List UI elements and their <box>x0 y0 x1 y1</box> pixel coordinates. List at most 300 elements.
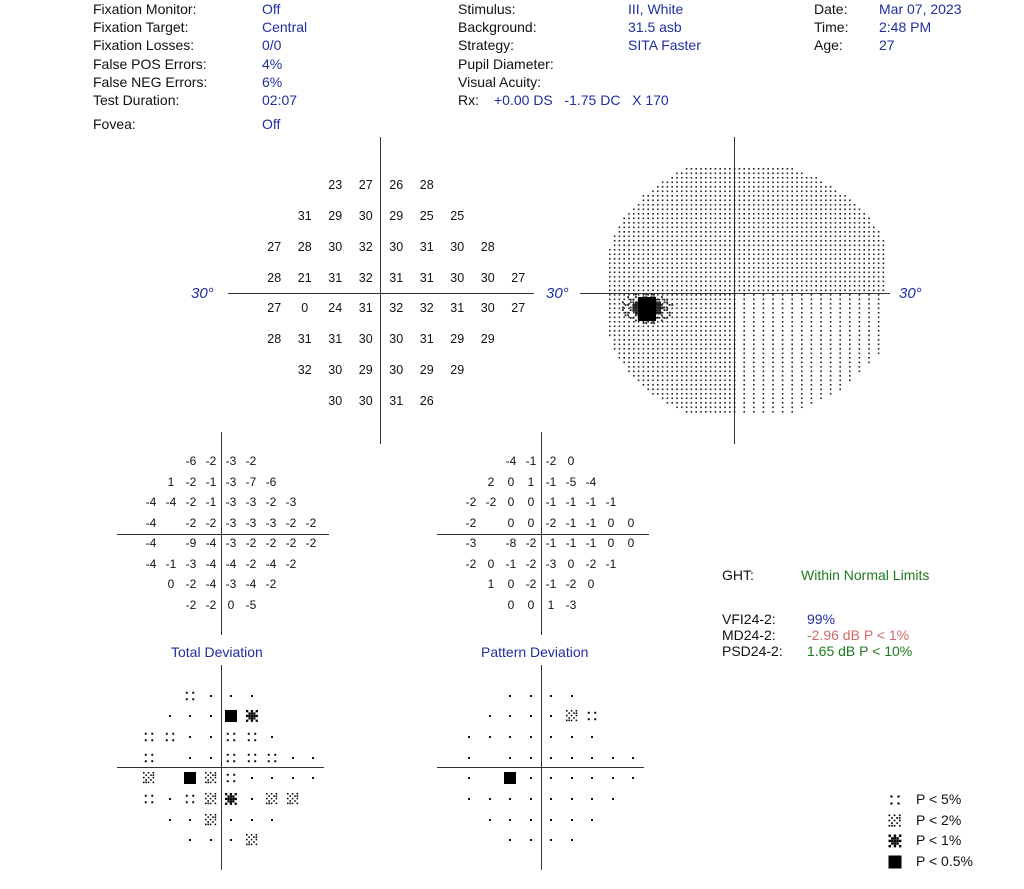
col1-value-1: Central <box>262 19 308 35</box>
threshold_rows-cell-1-6: 25 <box>450 209 465 223</box>
total_prob_rows-symbol-1-1 <box>164 709 176 721</box>
pattern_prob_rows-symbol-5-4 <box>545 792 557 804</box>
ght-label: GHT: <box>722 567 754 583</box>
total_prob_rows-symbol-0-5 <box>246 689 258 701</box>
col1-label-0: Fixation Monitor: <box>93 1 197 17</box>
pattern_dev_rows-cell-6-1: 1 <box>487 577 495 592</box>
pattern_prob_rows-symbol-3-8 <box>627 751 639 763</box>
col1-label-6: Fovea: <box>93 116 136 132</box>
threshold_rows-cell-4-6: 31 <box>450 301 465 316</box>
total_dev_rows-cell-4-3: -4 <box>205 536 217 551</box>
pattern_dev_rows-cell-4-5: -1 <box>565 536 577 551</box>
pattern_prob_rows-symbol-7-3 <box>525 833 537 845</box>
threshold_rows-cell-3-2: 31 <box>328 270 343 285</box>
pattern_dev_rows-cell-1-1: 2 <box>487 474 495 489</box>
total_dev_rows-cell-2-7: -3 <box>285 495 297 510</box>
pattern_dev_rows-cell-3-8: 0 <box>627 515 635 530</box>
pattern_prob_rows-symbol-3-3 <box>525 751 537 763</box>
pattern_prob_rows-symbol-4-4 <box>545 771 557 783</box>
pattern_dev_rows-cell-5-2: -1 <box>505 556 517 571</box>
pattern_prob_rows-symbol-2-4 <box>545 730 557 742</box>
col1-label-2: Fixation Losses: <box>93 37 195 53</box>
pattern_dev_rows-cell-0-4: -2 <box>545 454 557 469</box>
total_dev_rows-cell-6-5: -4 <box>245 577 257 592</box>
pattern_dev_rows-cell-2-5: -1 <box>565 495 577 510</box>
total_prob_rows-symbol-6-4 <box>225 813 237 825</box>
total_prob_rows-symbol-6-6 <box>266 813 278 825</box>
pattern_dev_rows-cell-3-5: -1 <box>565 515 577 530</box>
pattern_dev_rows-cell-0-3: -1 <box>525 454 537 469</box>
total_dev_rows-cell-6-1: 0 <box>167 577 175 592</box>
pattern-dev-h-axis <box>437 534 649 535</box>
pattern_dev_rows-cell-5-3: -2 <box>525 556 537 571</box>
threshold_rows-cell-6-1: 32 <box>297 363 312 377</box>
threshold_rows-cell-1-4: 29 <box>389 209 404 223</box>
total_prob_rows-symbol-5-4 <box>225 792 237 804</box>
total_dev_rows-cell-0-2: -6 <box>185 454 197 469</box>
total_dev_rows-cell-3-7: -2 <box>285 515 297 530</box>
pattern_prob_rows-symbol-0-5 <box>566 689 578 701</box>
total_dev_rows-cell-4-8: -2 <box>305 536 317 551</box>
threshold_rows-cell-5-2: 31 <box>328 332 343 347</box>
pattern_prob_rows-symbol-4-2 <box>504 771 516 783</box>
pattern_dev_rows-cell-6-4: -1 <box>545 577 557 592</box>
total_prob_rows-symbol-1-5 <box>246 709 258 721</box>
pattern_prob_rows-symbol-2-1 <box>484 730 496 742</box>
col1-label-5: Test Duration: <box>93 92 180 108</box>
threshold_rows-cell-5-3: 30 <box>358 332 373 347</box>
pattern_prob_rows-symbol-4-6 <box>586 771 598 783</box>
total_prob_rows-symbol-0-4 <box>225 689 237 701</box>
total_dev_rows-cell-1-5: -7 <box>245 474 257 489</box>
pattern_dev_rows-cell-2-1: -2 <box>485 495 497 510</box>
pattern_dev_rows-cell-3-2: 0 <box>507 515 515 530</box>
threshold_rows-cell-3-0: 28 <box>267 270 282 285</box>
pattern_prob_rows-symbol-1-4 <box>545 709 557 721</box>
pattern_prob_rows-symbol-5-5 <box>566 792 578 804</box>
col1-value-6: Off <box>262 116 281 132</box>
rx-label: Rx: <box>458 92 479 108</box>
index-value-2: 1.65 dB P < 10% <box>807 643 913 659</box>
legend-text-2: P < 1% <box>916 832 962 848</box>
col1-value-3: 4% <box>262 56 283 72</box>
total_prob_rows-symbol-4-2 <box>184 771 196 783</box>
total_prob_rows-symbol-3-6 <box>266 751 278 763</box>
threshold_rows-cell-0-2: 23 <box>328 178 343 193</box>
legend-text-3: P < 0.5% <box>916 852 973 869</box>
pattern_prob_rows-symbol-5-6 <box>586 792 598 804</box>
pattern_prob_rows-symbol-3-6 <box>586 751 598 763</box>
pattern_dev_rows-cell-4-6: -1 <box>585 536 597 551</box>
total_dev_rows-cell-5-6: -4 <box>265 556 277 571</box>
total_dev_rows-cell-2-6: -2 <box>265 495 277 510</box>
total_dev_rows-cell-1-3: -1 <box>205 474 217 489</box>
legend-symbol-p1 <box>889 835 902 848</box>
total_prob_rows-symbol-1-4 <box>225 709 237 721</box>
threshold_rows-cell-4-8: 27 <box>511 301 526 316</box>
pattern_prob_rows-symbol-3-7 <box>607 751 619 763</box>
total_prob_rows-symbol-5-1 <box>164 792 176 804</box>
pattern-deviation-title: Pattern Deviation <box>481 644 589 660</box>
total_dev_rows-cell-6-4: -3 <box>225 577 237 592</box>
total_prob_rows-symbol-4-8 <box>307 771 319 783</box>
pattern_prob_rows-symbol-4-3 <box>525 771 537 783</box>
total_prob_rows-symbol-2-4 <box>225 730 237 742</box>
pattern_dev_rows-cell-1-2: 0 <box>507 474 515 489</box>
pattern_dev_rows-cell-3-4: -2 <box>545 515 557 530</box>
threshold_rows-cell-2-0: 27 <box>267 239 282 254</box>
total_dev_rows-cell-5-4: -4 <box>225 556 237 571</box>
pattern_dev_rows-cell-6-3: -2 <box>525 577 537 592</box>
total_dev_rows-cell-4-6: -2 <box>265 536 277 551</box>
index-label-0: VFI24-2: <box>722 611 776 627</box>
threshold_rows-cell-4-2: 24 <box>328 301 343 316</box>
total_prob_rows-symbol-7-3 <box>205 833 217 845</box>
pattern_prob_rows-symbol-6-3 <box>525 813 537 825</box>
total_dev_rows-cell-5-7: -2 <box>285 556 297 571</box>
pattern_dev_rows-cell-6-6: 0 <box>587 577 595 592</box>
col1-label-3: False POS Errors: <box>93 56 207 72</box>
threshold_rows-cell-7-4: 31 <box>389 393 404 408</box>
total_prob_rows-symbol-3-7 <box>287 751 299 763</box>
threshold_rows-cell-5-6: 29 <box>450 332 465 347</box>
total_dev_rows-cell-7-5: -5 <box>245 597 257 612</box>
total_dev_rows-cell-3-2: -2 <box>185 515 197 530</box>
col2-label-2: Strategy: <box>458 37 515 53</box>
pattern_dev_rows-cell-2-3: 0 <box>527 495 535 510</box>
threshold_rows-cell-7-5: 26 <box>419 393 434 408</box>
threshold_rows-cell-5-0: 28 <box>267 332 282 347</box>
threshold_rows-cell-6-4: 30 <box>389 363 404 377</box>
pattern_prob_rows-symbol-2-5 <box>566 730 578 742</box>
total_dev_rows-cell-5-0: -4 <box>145 556 157 571</box>
col3-value-1: 2:48 PM <box>879 19 932 35</box>
total_dev_rows-cell-1-4: -3 <box>225 474 237 489</box>
col1-value-5: 02:07 <box>262 92 298 108</box>
threshold_rows-cell-3-1: 21 <box>297 270 312 285</box>
total_prob_rows-symbol-4-6 <box>266 771 278 783</box>
pattern_prob_rows-symbol-7-2 <box>504 833 516 845</box>
threshold_rows-cell-1-2: 29 <box>328 209 343 223</box>
total_dev_rows-cell-6-6: -2 <box>265 577 277 592</box>
threshold_rows-cell-4-4: 32 <box>389 301 404 316</box>
threshold_rows-cell-7-3: 30 <box>358 393 373 408</box>
pattern_prob_rows-symbol-0-2 <box>504 689 516 701</box>
threshold_rows-cell-1-1: 31 <box>297 209 312 223</box>
total_dev_rows-cell-4-5: -2 <box>245 536 257 551</box>
pattern_prob_rows-symbol-3-0 <box>463 751 475 763</box>
threshold_rows-cell-6-2: 30 <box>328 363 343 377</box>
total_prob_rows-symbol-2-5 <box>246 730 258 742</box>
pattern_dev_rows-cell-3-6: -1 <box>585 515 597 530</box>
total_dev_rows-cell-0-3: -2 <box>205 454 217 469</box>
index-value-0: 99% <box>807 611 836 627</box>
pattern_dev_rows-cell-1-6: -4 <box>585 474 597 489</box>
total_dev_rows-cell-2-1: -4 <box>165 495 177 510</box>
col2-label-3: Pupil Diameter: <box>458 56 554 72</box>
total_dev_rows-cell-7-2: -2 <box>185 597 197 612</box>
pattern_prob_rows-symbol-2-6 <box>586 730 598 742</box>
total_prob_rows-symbol-0-2 <box>184 689 196 701</box>
total_prob_rows-symbol-3-0 <box>143 751 155 763</box>
index-value-1: -2.96 dB P < 1% <box>807 627 910 643</box>
grayscale-degree-right: 30° <box>899 285 922 302</box>
total_dev_rows-cell-2-2: -2 <box>185 495 197 510</box>
total_prob_rows-symbol-7-4 <box>225 833 237 845</box>
pattern_dev_rows-cell-7-2: 0 <box>507 597 515 612</box>
total_prob_rows-symbol-3-2 <box>184 751 196 763</box>
pattern_prob_rows-symbol-1-6 <box>586 709 598 721</box>
threshold_rows-cell-2-7: 28 <box>480 239 495 254</box>
threshold_rows-cell-4-5: 32 <box>419 301 434 316</box>
threshold_rows-cell-2-1: 28 <box>297 239 312 254</box>
pattern_prob_rows-symbol-0-4 <box>545 689 557 701</box>
pattern_dev_rows-cell-6-2: 0 <box>507 577 515 592</box>
total_dev_rows-cell-4-2: -9 <box>185 536 197 551</box>
pattern_dev_rows-cell-0-5: 0 <box>567 454 575 469</box>
pattern_dev_rows-cell-4-8: 0 <box>627 536 635 551</box>
col3-label-1: Time: <box>814 19 849 35</box>
pattern_dev_rows-cell-1-3: 1 <box>527 474 535 489</box>
total_dev_rows-cell-4-4: -3 <box>225 536 237 551</box>
total_prob_rows-symbol-2-3 <box>205 730 217 742</box>
index-label-2: PSD24-2: <box>722 643 783 659</box>
total_dev_rows-cell-7-3: -2 <box>205 597 217 612</box>
total_prob_rows-symbol-5-3 <box>205 792 217 804</box>
total_prob_rows-symbol-3-4 <box>225 751 237 763</box>
pattern_dev_rows-cell-7-5: -3 <box>565 597 577 612</box>
threshold_rows-cell-2-6: 30 <box>450 239 465 254</box>
pattern_dev_rows-cell-0-2: -4 <box>505 454 517 469</box>
pattern_dev_rows-cell-4-3: -2 <box>525 536 537 551</box>
total_prob_rows-symbol-2-1 <box>164 730 176 742</box>
threshold_rows-cell-0-5: 28 <box>419 178 434 193</box>
threshold_rows-cell-2-3: 32 <box>358 239 373 254</box>
threshold_rows-cell-4-7: 30 <box>480 301 495 316</box>
total_dev_rows-cell-2-4: -3 <box>225 495 237 510</box>
threshold_rows-cell-5-4: 30 <box>389 332 404 347</box>
threshold_rows-cell-0-3: 27 <box>358 178 373 193</box>
col3-value-0: Mar 07, 2023 <box>879 1 962 17</box>
col3-label-2: Age: <box>814 37 843 53</box>
total_dev_rows-cell-4-7: -2 <box>285 536 297 551</box>
col1-label-4: False NEG Errors: <box>93 74 208 90</box>
legend-symbol-p2 <box>889 814 902 827</box>
pattern_dev_rows-cell-2-7: -1 <box>605 495 617 510</box>
threshold_rows-cell-2-5: 31 <box>419 239 434 254</box>
pattern_dev_rows-cell-4-2: -8 <box>505 536 517 551</box>
pattern_dev_rows-cell-6-5: -2 <box>565 577 577 592</box>
total_dev_rows-cell-6-3: -4 <box>205 577 217 592</box>
threshold_rows-cell-3-6: 30 <box>450 270 465 285</box>
total_dev_rows-cell-3-5: -3 <box>245 515 257 530</box>
threshold_rows-cell-6-5: 29 <box>419 363 434 377</box>
total_dev_rows-cell-3-8: -2 <box>305 515 317 530</box>
pattern_prob_rows-symbol-1-5 <box>566 709 578 721</box>
ght-value: Within Normal Limits <box>801 567 930 583</box>
total_prob_rows-symbol-1-2 <box>184 709 196 721</box>
total_dev_rows-cell-5-2: -3 <box>185 556 197 571</box>
threshold_rows-cell-1-3: 30 <box>358 209 373 223</box>
col1-label-1: Fixation Target: <box>93 19 189 35</box>
threshold_rows-cell-3-5: 31 <box>419 270 434 285</box>
total_dev_rows-cell-3-3: -2 <box>205 515 217 530</box>
total_dev_rows-cell-2-3: -1 <box>205 495 217 510</box>
threshold_rows-cell-6-6: 29 <box>450 363 465 377</box>
threshold-degree-left: 30° <box>191 285 214 302</box>
legend-symbol-p05 <box>889 855 902 868</box>
total_dev_rows-cell-3-6: -3 <box>265 515 277 530</box>
pattern_dev_rows-cell-2-4: -1 <box>545 495 557 510</box>
pattern_dev_rows-cell-5-1: 0 <box>487 556 495 571</box>
total_dev_rows-cell-3-0: -4 <box>145 515 157 530</box>
pattern_prob_rows-symbol-5-2 <box>504 792 516 804</box>
total_prob_rows-symbol-5-6 <box>266 792 278 804</box>
total_prob_rows-symbol-6-2 <box>184 813 196 825</box>
pattern_dev_rows-cell-7-3: 0 <box>527 597 535 612</box>
total-prob-h-axis <box>117 767 324 768</box>
col2-value-1: 31.5 asb <box>628 19 682 35</box>
pattern_prob_rows-symbol-5-3 <box>525 792 537 804</box>
pattern_dev_rows-cell-4-4: -1 <box>545 536 557 551</box>
pattern_dev_rows-cell-1-5: -5 <box>565 474 577 489</box>
total_prob_rows-symbol-7-2 <box>184 833 196 845</box>
pattern_prob_rows-symbol-1-3 <box>525 709 537 721</box>
col3-label-0: Date: <box>814 1 848 17</box>
pattern_prob_rows-symbol-4-8 <box>627 771 639 783</box>
total_prob_rows-symbol-4-3 <box>205 771 217 783</box>
pattern_prob_rows-symbol-6-1 <box>484 813 496 825</box>
threshold_rows-cell-3-7: 30 <box>480 270 495 285</box>
pattern_prob_rows-symbol-2-0 <box>463 730 475 742</box>
pattern_prob_rows-symbol-6-2 <box>504 813 516 825</box>
total_prob_rows-symbol-5-7 <box>287 792 299 804</box>
pattern_dev_rows-cell-3-7: 0 <box>607 515 615 530</box>
threshold_rows-cell-5-5: 31 <box>419 332 434 347</box>
pattern_prob_rows-symbol-6-6 <box>586 813 598 825</box>
total_prob_rows-symbol-3-8 <box>307 751 319 763</box>
total_prob_rows-symbol-5-0 <box>143 792 155 804</box>
pattern_prob_rows-symbol-5-1 <box>484 792 496 804</box>
threshold_rows-cell-7-2: 30 <box>328 393 343 408</box>
pattern_dev_rows-cell-2-0: -2 <box>465 495 477 510</box>
pattern_prob_rows-symbol-3-2 <box>504 751 516 763</box>
threshold_rows-cell-3-3: 32 <box>358 270 373 285</box>
pattern_dev_rows-cell-5-7: -1 <box>605 556 617 571</box>
total_prob_rows-symbol-3-3 <box>205 751 217 763</box>
pattern_prob_rows-symbol-0-3 <box>525 689 537 701</box>
index-label-1: MD24-2: <box>722 627 776 643</box>
total_prob_rows-symbol-4-5 <box>246 771 258 783</box>
pattern_prob_rows-symbol-3-5 <box>566 751 578 763</box>
total_prob_rows-symbol-5-5 <box>246 792 258 804</box>
pattern_prob_rows-symbol-4-5 <box>566 771 578 783</box>
threshold_rows-cell-4-3: 31 <box>358 301 373 316</box>
pattern_prob_rows-symbol-7-5 <box>566 833 578 845</box>
total_prob_rows-symbol-4-0 <box>143 771 155 783</box>
total_dev_rows-cell-2-5: -3 <box>245 495 257 510</box>
col1-value-2: 0/0 <box>262 37 282 53</box>
pattern_prob_rows-symbol-5-7 <box>607 792 619 804</box>
total_prob_rows-symbol-2-0 <box>143 730 155 742</box>
threshold_rows-cell-2-4: 30 <box>389 239 404 254</box>
pattern_dev_rows-cell-1-4: -1 <box>545 474 557 489</box>
rx-value: +0.00 DS -1.75 DC X 170 <box>494 92 669 108</box>
pattern_prob_rows-symbol-3-4 <box>545 751 557 763</box>
threshold_rows-cell-5-1: 31 <box>297 332 312 347</box>
col1-value-0: Off <box>262 1 281 17</box>
total_dev_rows-cell-1-6: -6 <box>265 474 277 489</box>
threshold-degree-right: 30° <box>546 285 569 302</box>
pattern_dev_rows-cell-5-0: -2 <box>465 556 477 571</box>
total_dev_rows-cell-5-1: -1 <box>165 556 177 571</box>
total_prob_rows-symbol-0-3 <box>205 689 217 701</box>
pattern_prob_rows-symbol-4-7 <box>607 771 619 783</box>
pattern_dev_rows-cell-5-6: -2 <box>585 556 597 571</box>
total_prob_rows-symbol-5-2 <box>184 792 196 804</box>
total-dev-h-axis <box>117 534 329 535</box>
threshold_rows-cell-2-2: 30 <box>328 239 343 254</box>
pattern_prob_rows-symbol-4-0 <box>463 771 475 783</box>
total_prob_rows-symbol-4-7 <box>287 771 299 783</box>
pattern_prob_rows-symbol-1-2 <box>504 709 516 721</box>
col2-value-0: III, White <box>628 1 684 17</box>
legend-text-0: P < 5% <box>916 791 962 807</box>
col2-label-0: Stimulus: <box>458 1 516 17</box>
pattern_prob_rows-symbol-1-1 <box>484 709 496 721</box>
pattern-prob-h-axis <box>437 767 644 768</box>
pattern_prob_rows-symbol-6-4 <box>545 813 557 825</box>
pattern_dev_rows-cell-2-6: -1 <box>585 495 597 510</box>
threshold_rows-cell-3-4: 31 <box>389 270 404 285</box>
threshold_rows-cell-4-0: 27 <box>267 301 282 316</box>
pattern_dev_rows-cell-5-4: -3 <box>545 556 557 571</box>
col2-label-1: Background: <box>458 19 537 35</box>
threshold_rows-cell-5-7: 29 <box>480 332 495 347</box>
total_prob_rows-symbol-3-5 <box>246 751 258 763</box>
total_dev_rows-cell-0-5: -2 <box>245 454 257 469</box>
pattern_prob_rows-symbol-6-5 <box>566 813 578 825</box>
total_prob_rows-symbol-2-6 <box>266 730 278 742</box>
legend-text-1: P < 2% <box>916 811 962 828</box>
threshold_rows-cell-1-5: 25 <box>419 209 434 223</box>
total_dev_rows-cell-3-4: -3 <box>225 515 237 530</box>
threshold_rows-cell-4-1: 0 <box>301 301 309 316</box>
total_dev_rows-cell-0-4: -3 <box>225 454 237 469</box>
total_prob_rows-symbol-6-3 <box>205 813 217 825</box>
pattern_dev_rows-cell-4-0: -3 <box>465 536 477 551</box>
pattern_prob_rows-symbol-2-3 <box>525 730 537 742</box>
pattern_dev_rows-cell-2-2: 0 <box>507 495 515 510</box>
pattern_dev_rows-cell-3-0: -2 <box>465 515 477 530</box>
col2-value-2: SITA Faster <box>628 37 701 53</box>
total_dev_rows-cell-1-2: -2 <box>185 474 197 489</box>
pattern_dev_rows-cell-4-7: 0 <box>607 536 615 551</box>
total_prob_rows-symbol-2-2 <box>184 730 196 742</box>
total_dev_rows-cell-6-2: -2 <box>185 577 197 592</box>
threshold_rows-cell-6-3: 29 <box>358 363 373 377</box>
pattern_dev_rows-cell-5-5: 0 <box>567 556 575 571</box>
pattern_dev_rows-cell-7-4: 1 <box>547 597 555 612</box>
total_dev_rows-cell-5-3: -4 <box>205 556 217 571</box>
pattern_prob_rows-symbol-2-2 <box>504 730 516 742</box>
total_dev_rows-cell-1-1: 1 <box>167 474 175 489</box>
threshold_rows-cell-0-4: 26 <box>389 178 404 193</box>
total_prob_rows-symbol-6-5 <box>246 813 258 825</box>
total_prob_rows-symbol-7-5 <box>246 833 258 845</box>
col1-value-4: 6% <box>262 74 283 90</box>
total_prob_rows-symbol-6-1 <box>164 813 176 825</box>
